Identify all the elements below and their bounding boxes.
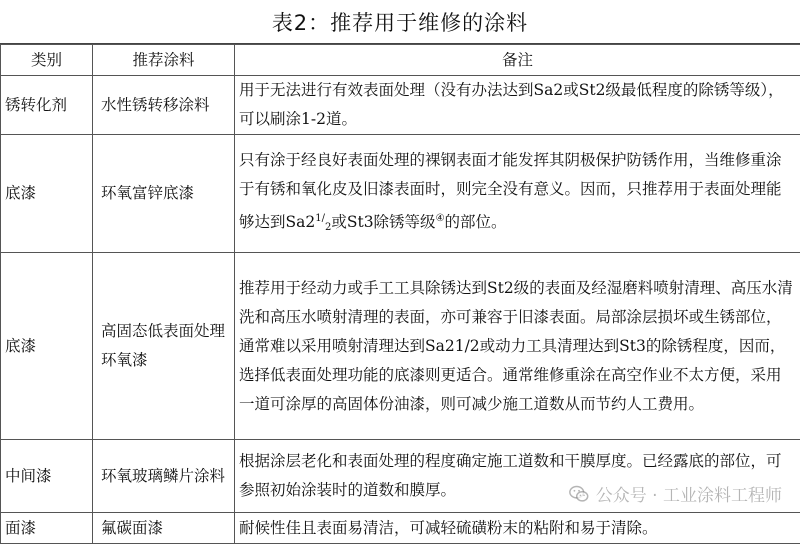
table-row <box>1 440 800 513</box>
remarks-superscript: 1/ <box>315 213 325 224</box>
header-coating: 推荐涂料 <box>93 45 235 76</box>
category-cell: 底漆 <box>1 253 93 440</box>
remarks-text: 或St3除锈等级 <box>331 213 435 231</box>
header-category: 类别 <box>1 45 93 76</box>
remarks-text: 的部位。 <box>445 213 507 231</box>
coating-cell: 高固态低表面处理环氧漆 <box>93 253 235 440</box>
category-cell: 底漆 <box>1 135 93 253</box>
table-title: 表2：推荐用于维修的涂料 <box>0 0 800 44</box>
header-remarks: 备注 <box>235 45 800 76</box>
footnote-marker: ④ <box>436 213 445 224</box>
remarks-cell: 根据涂层老化和表面处理的程度确定施工道数和干膜厚度。已经露底的部位，可参照初始涂装时的道数和膜厚。 <box>235 440 800 513</box>
remarks-cell: 推荐用于经动力或手工工具除锈达到St2级的表面及经湿磨料喷射清理、高压水清洗和高压水喷射清理的表面，亦可兼容于旧漆表面。局部涂层损坏或生锈部位，通常难以采用喷射清理达到Sa21/2或动力工具清理达到St3的除锈程度，因而，选择低表面处理功能的底漆则更适合。通常维修重涂在高空作业不太方便，采用一道可涂厚的高固体份油漆，则可减少施工道数从而节约人工费用。 <box>235 253 800 440</box>
table-row <box>1 135 800 253</box>
remarks-subscript: 2 <box>325 222 331 233</box>
table-row <box>1 76 800 135</box>
category-cell: 面漆 <box>1 513 93 544</box>
remarks-cell <box>235 135 800 253</box>
coating-cell: 水性锈转移涂料 <box>93 76 235 135</box>
coating-cell: 环氧富锌底漆 <box>93 135 235 253</box>
table-row <box>1 513 800 544</box>
table-row <box>1 253 800 440</box>
category-cell: 中间漆 <box>1 440 93 513</box>
coating-table <box>0 44 800 544</box>
remarks-cell: 用于无法进行有效表面处理（没有办法达到Sa2或St2级最低程度的除锈等级），可以刷涂1-2道。 <box>235 76 800 135</box>
coating-cell: 环氧玻璃鳞片涂料 <box>93 440 235 513</box>
category-cell: 锈转化剂 <box>1 76 93 135</box>
remarks-text: 只有涂于经良好表面处理的裸钢表面才能发挥其阴极保护防锈作用，当维修重涂于有锈和氧化皮及旧漆表面时，则完全没有意义。因而，只推荐用于表面处理能够达到Sa2 <box>239 151 782 231</box>
remarks-cell: 耐候性佳且表面易清洁，可减轻硫磺粉末的粘附和易于清除。 <box>235 513 800 544</box>
header-row <box>1 45 800 76</box>
watermark-text: 公众号 · 工业涂料工程师 <box>596 481 782 506</box>
coating-cell: 氟碳面漆 <box>93 513 235 544</box>
